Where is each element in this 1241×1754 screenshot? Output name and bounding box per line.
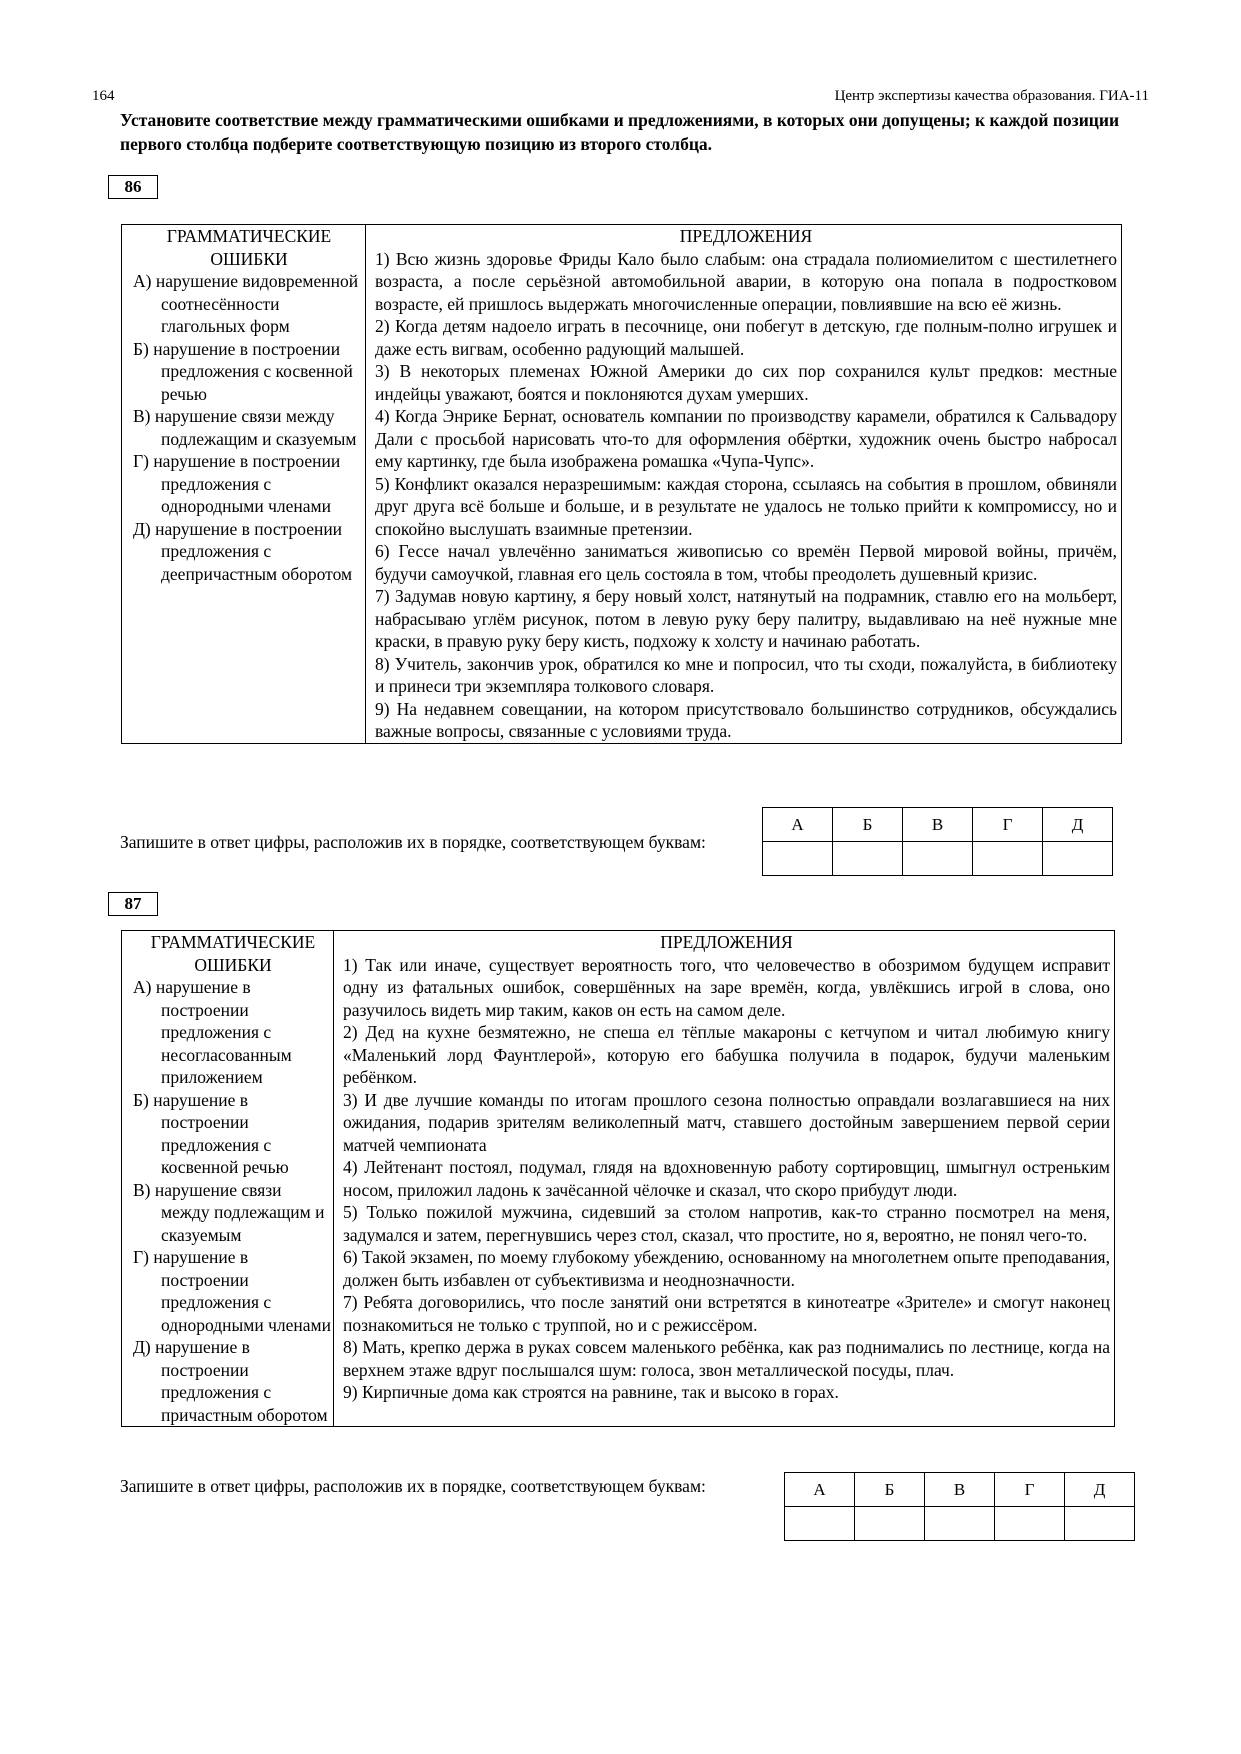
sentence-item: 8) Мать, крепко держа в руках совсем маленького ребёнка, как раз поднимались по лестнице, когда на верхнем этаже вдруг послышался шум: голоса, звон металлической посуды, плач.	[343, 1337, 1110, 1380]
answer-letter: Г	[995, 1473, 1065, 1507]
sentence-item: 6) Гессе начал увлечённо заниматься живописью со времён Первой мировой войны, причём, будучи самоучкой, главная его цель состояла в том, чтобы преодолеть душевный кризис.	[375, 541, 1117, 584]
sentence-item: 7) Задумав новую картину, я беру новый холст, натянутый на подрамник, ставлю его на мольберт, набрасываю углём рисунок, потом в левую руку беру палитру, выдавливаю на неё нужные мне краски, в правую руку беру кисть, подхожу к холсту и начинаю работать.	[375, 586, 1117, 651]
error-item: А) нарушение в построении предложения с несогласованным приложением	[133, 977, 292, 1087]
sentences-column-header: ПРЕДЛОЖЕНИЯ	[660, 932, 793, 952]
errors-column-header: ГРАММАТИЧЕСКИЕ ОШИБКИ	[150, 932, 316, 975]
running-head: Центр экспертизы качества образования. ГИА-11	[834, 88, 1149, 104]
answer-cell[interactable]	[763, 842, 833, 876]
answer-letter: В	[925, 1473, 995, 1507]
answer-letter: Д	[1043, 808, 1113, 842]
sentences-column-header: ПРЕДЛОЖЕНИЯ	[679, 226, 813, 246]
sentence-item: 5) Только пожилой мужчина, сидевший за столом напротив, как-то странно посмотрел на меня, задумался и затем, перегнувшись через стол, сказал, что простите, но я, вероятно, не понял чего-то.	[343, 1202, 1110, 1245]
answer-prompt: Запишите в ответ цифры, расположив их в порядке, соответствующем буквам:	[120, 832, 706, 852]
answer-letter: А	[763, 808, 833, 842]
task-instruction: Установите соответствие между грамматическими ошибками и предложениями, в которых они допущены; к каждой позиции первого столбца подберите соответствующую позицию из второго столбца.	[120, 110, 1120, 154]
answer-cell[interactable]	[1043, 842, 1113, 876]
error-item: Г) нарушение в построении предложения с однородными членами	[133, 1247, 331, 1335]
sentences-column	[366, 225, 1122, 744]
sentence-item: 7) Ребята договорились, что после занятий они встретятся в кинотеатре «Зрителе» и смогут наконец познакомиться не только с труппой, но и с режиссёром.	[343, 1292, 1110, 1335]
page-number: 164	[92, 88, 115, 104]
sentence-item: 6) Такой экзамен, по моему глубокому убеждению, основанному на многолетнем опыте преподавания, должен быть избавлен от субъективизма и неоднозначности.	[343, 1247, 1110, 1290]
answer-grid	[762, 807, 1113, 876]
error-item: Д) нарушение в построении предложения с причастным оборотом	[133, 1337, 328, 1425]
error-item: Б) нарушение в построении предложения с косвенной речью	[133, 338, 353, 404]
task-number: 87	[108, 892, 158, 916]
answer-letter: Б	[855, 1473, 925, 1507]
sentence-item: 5) Конфликт оказался неразрешимым: каждая сторона, ссылаясь на события в прошлом, обвиняли друг друга всё больше и больше, и в результате не удалось не только прийти к компромиссу, но и спокойно выслушать взаимные претензии.	[375, 473, 1117, 539]
sentence-item: 4) Когда Энрике Бернат, основатель компании по производству карамели, обратился к Сальвадору Дали с просьбой нарисовать что-то для оформления обёртки, художник очень быстро набросал ему картинку, где была изображена ромашка «Чупа-Чупс».	[375, 406, 1117, 471]
answer-cell[interactable]	[1065, 1507, 1135, 1541]
answer-letter: Д	[1065, 1473, 1135, 1507]
sentence-item: 4) Лейтенант постоял, подумал, глядя на вдохновенную работу сортировщиц, шмыгнул остреньким носом, приложил ладонь к зачёсанной чёлочке и сказал, что скоро прибудут люди.	[343, 1157, 1110, 1200]
errors-column-header: ГРАММАТИЧЕСКИЕ ОШИБКИ	[166, 226, 332, 269]
answer-cell[interactable]	[855, 1507, 925, 1541]
errors-column	[122, 931, 334, 1427]
sentences-column	[334, 931, 1115, 1427]
error-item: В) нарушение связи между подлежащим и сказуемым	[133, 1179, 325, 1245]
sentence-item: 2) Когда детям надоело играть в песочнице, они побегут в детскую, где полным-полно игрушек и даже есть вигвам, особенно радующий малышей.	[375, 316, 1117, 359]
error-item: Д) нарушение в построении предложения с деепричастным оборотом	[133, 518, 353, 584]
sentence-item: 9) На недавнем совещании, на котором присутствовало большинство сотрудников, обсуждались важные вопросы, связанные с условиями труда.	[375, 698, 1117, 741]
error-item: Б) нарушение в построении предложения с косвенной речью	[133, 1089, 289, 1177]
answer-cell[interactable]	[903, 842, 973, 876]
answer-letter: А	[785, 1473, 855, 1507]
matching-table	[121, 930, 1115, 1427]
answer-cell[interactable]	[925, 1507, 995, 1541]
answer-grid	[784, 1472, 1135, 1541]
errors-column	[122, 225, 366, 744]
answer-letter: В	[903, 808, 973, 842]
answer-cell[interactable]	[833, 842, 903, 876]
matching-table	[121, 224, 1122, 744]
answer-letter: Б	[833, 808, 903, 842]
error-item: Г) нарушение в построении предложения с однородными членами	[133, 451, 341, 516]
task-number: 86	[108, 175, 158, 199]
answer-cell[interactable]	[995, 1507, 1065, 1541]
sentence-item: 1) Так или иначе, существует вероятность того, что человечество в обозримом будущем исправит одну из фатальных ошибок, совершённых на заре времён, когда, увлёкшись игрой в слова, оно разучилось видеть мир таким, каков он есть на самом деле.	[343, 954, 1110, 1020]
answer-cell[interactable]	[785, 1507, 855, 1541]
sentence-item: 2) Дед на кухне безмятежно, не спеша ел тёплые макароны с кетчупом и читал любимую книгу «Маленький лорд Фаунтлерой», которую его бабушка получила в подарок, будучи маленьким ребёнком.	[343, 1022, 1110, 1087]
answer-letter: Г	[973, 808, 1043, 842]
error-item: В) нарушение связи между подлежащим и сказуемым	[133, 406, 357, 449]
sentence-item: 3) В некоторых племенах Южной Америки до сих пор сохранился культ предков: местные индейцы уважают, боятся и поклоняются духам умерших.	[375, 361, 1117, 404]
error-item: А) нарушение видовременной соотнесённости глагольных форм	[133, 271, 359, 336]
sentence-item: 3) И две лучшие команды по итогам прошлого сезона полностью оправдали возлагавшиеся на них ожидания, подарив зрителям великолепный матч, ставшего достойным завершением первой серии матчей чемпионата	[343, 1089, 1110, 1155]
sentence-item: 8) Учитель, закончив урок, обратился ко мне и попросил, что ты сходи, пожалуйста, в библиотеку и принеси три экземпляра толкового словаря.	[375, 653, 1117, 696]
answer-prompt: Запишите в ответ цифры, расположив их в порядке, соответствующем буквам:	[120, 1476, 706, 1496]
answer-cell[interactable]	[973, 842, 1043, 876]
sentence-item: 9) Кирпичные дома как строятся на равнине, так и высоко в горах.	[343, 1382, 839, 1402]
sentence-item: 1) Всю жизнь здоровье Фриды Кало было слабым: она страдала полиомиелитом с шестилетнего возраста, а после серьёзной автомобильной аварии, в которую она попала в подростковом возрасте, ей пришлось выдержать многочисленные операции, повлиявшие на всю её жизнь.	[375, 248, 1117, 314]
